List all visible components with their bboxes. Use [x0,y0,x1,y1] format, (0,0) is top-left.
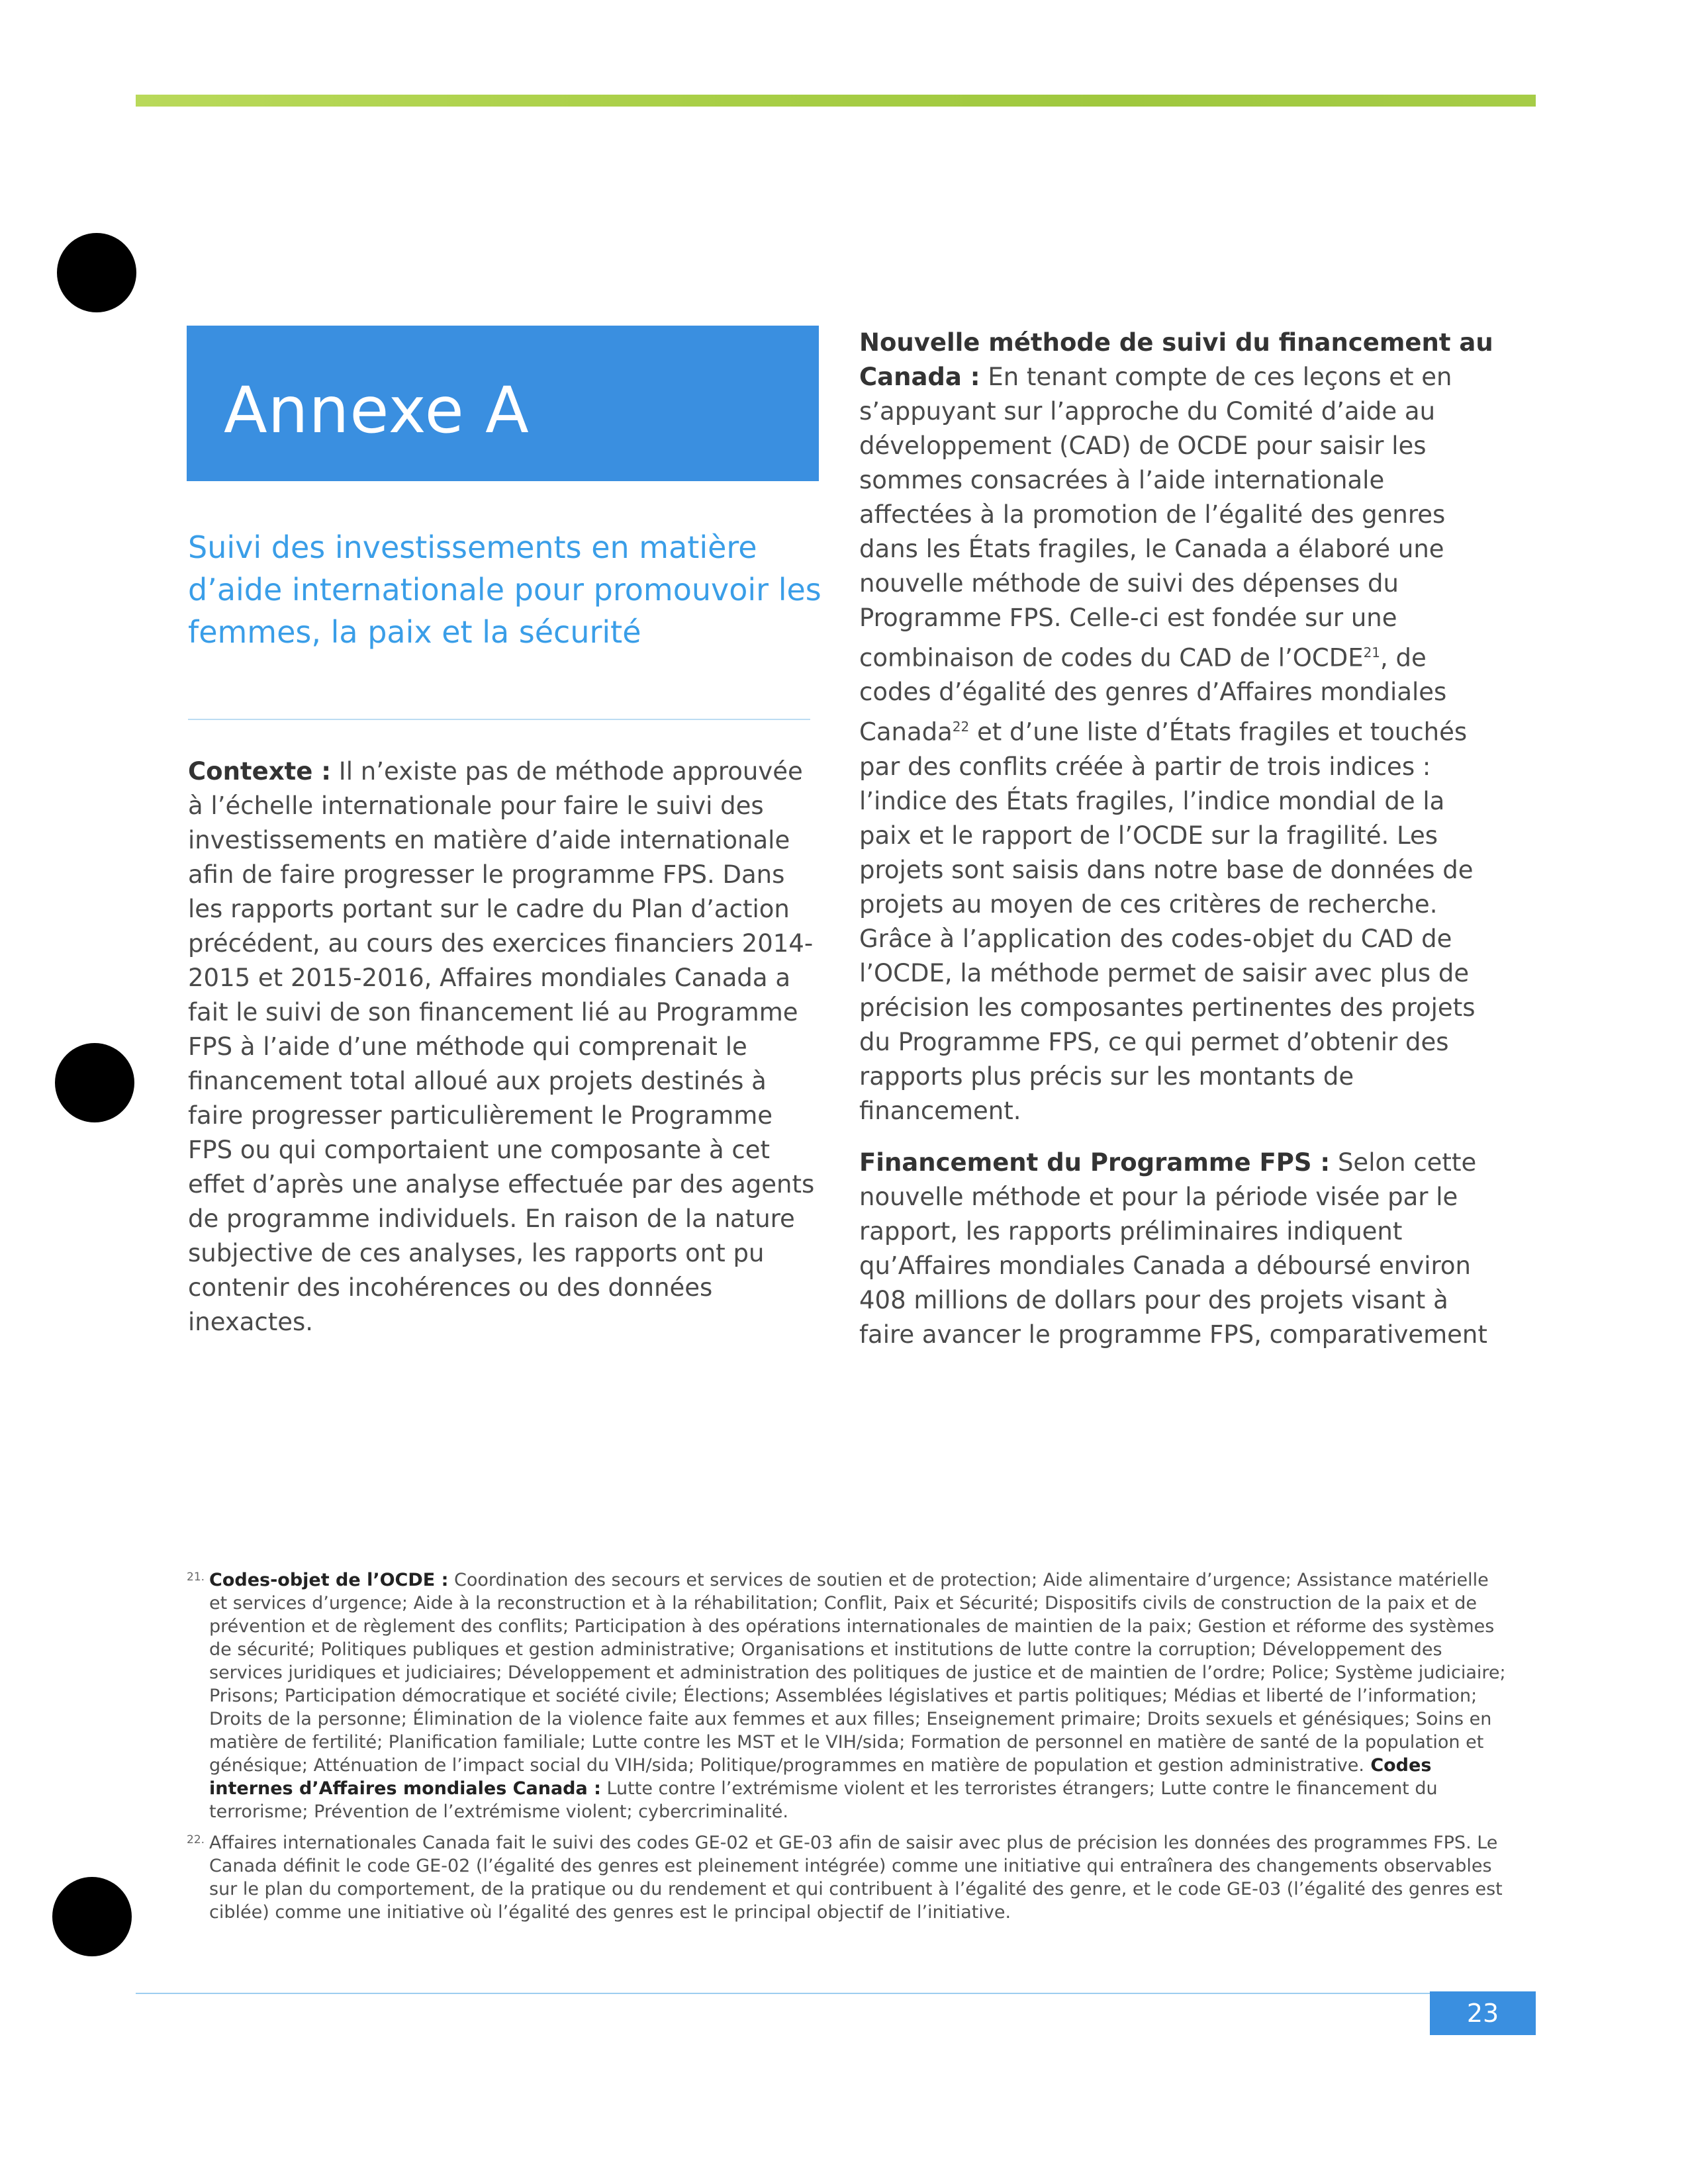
contexte-paragraph [188,754,820,1340]
punch-hole-middle [55,1043,134,1122]
footnote-22-text: Affaires internationales Canada fait le suivi des codes GE-02 et GE-03 afin de saisir avec plus de précision les données des programmes FPS. Le Canada définit le code GE-02 (l’égalité des genres est pleinement intégrée) comme une initiative qui entraînera des changements observables sur le plan du comportement, de la pratique ou du rendement et qui contribuent à l’égalité des genre, et le code GE-03 (l’égalité des genres est ciblée) comme une initiative où l’égalité des genres est le principal objectif de l’initiative. [209,1833,1503,1923]
punch-hole-top [57,233,136,312]
financement-label: Financement du Programme FPS : [859,1148,1331,1177]
nouvelle-methode-paragraph [859,326,1495,1128]
annex-subtitle: Suivi des investissements en matière d’aide internationale pour promouvoir les femmes, la paix et la sécurité [188,529,821,650]
left-column [188,754,820,1357]
contexte-label: Contexte : [188,757,332,786]
footer-rule [136,1993,1479,1994]
footnote-22-number: 22. [187,1833,205,1846]
financement-text: Selon cette nouvelle méthode et pour la période visée par le rapport, les rapports préliminaires indiquent qu’Affaires mondiales Canada a déboursé environ 408 millions de dollars pour des projets visant à faire avancer le programme FPS, comparativement [859,1148,1487,1349]
footnotes-section [187,1569,1511,1932]
nouvelle-methode-text-3: et d’une liste d’États fragiles et touchés par des conflits créée à partir de trois indices : l’indice des États fragiles, l’indice mondial de la paix et le rapport de l’OCDE sur la fragilité. Les projets sont saisis dans notre base de données de projets au moyen de ces critères de recherche. Grâce à l’application des codes-objet du CAD de l’OCDE, la méthode permet de saisir avec plus de précision les composantes pertinentes des projets du Programme FPS, ce qui permet d’obtenir des rapports plus précis sur les montants de financement. [859,717,1476,1125]
footnote-21-label: Codes-objet de l’OCDE : [209,1570,449,1590]
annex-title-box [187,326,819,481]
annex-title: Annexe A [224,373,530,447]
nouvelle-methode-text-2: , de codes d’égalité des genres d’Affaires mondiales Canada [859,643,1447,747]
header-accent-bar [136,95,1536,107]
right-column [859,326,1495,1369]
footnote-22 [187,1831,1511,1924]
footnote-21-number: 21. [187,1570,205,1584]
contexte-text: Il n’existe pas de méthode approuvée à l’échelle internationale pour faire le suivi des investissements en matière d’aide internationale afin de faire progresser le programme FPS. Dans les rapports portant sur le cadre du Plan d’action précédent, au cours des exercices financiers 2014-2015 et 2015-2016, Affaires mondiales Canada a fait le suivi de son financement lié au Programme FPS à l’aide d’une méthode qui comprenait le financement total alloué aux projets destinés à faire progresser particulièrement le Programme FPS ou qui comportaient une composante à cet effet d’après une analyse effectuée par des agents de programme individuels. En raison de la nature subjective de ces analyses, les rapports ont pu contenir des incohérences ou des données inexactes. [188,757,815,1336]
page-number: 23 [1430,1991,1536,2035]
footnote-21-text: Coordination des secours et services de soutien et de protection; Aide alimentaire d’urgence; Assistance matérielle et services d’urgence; Aide à la reconstruction et à la réhabilitation; Conflit, Paix et Sécurité; Dispositifs civils de construction de la paix et de prévention et de règlement des conflits; Participation à des opérations internationales de maintien de la paix; Gestion et réforme des systèmes de sécurité; Politiques publiques et gestion administrative; Organisations et institutions de lutte contre la corruption; Développement des services juridiques et judiciaires; Développement et administration des politiques de justice et de maintien de l’ordre; Police; Système judiciaire; Prisons; Participation démocratique et société civile; Élections; Assemblées législatives et partis politiques; Médias et liberté de l’information; Droits de la personne; Élimination de la violence faite aux femmes et aux filles; Enseignement primaire; Droits sexuels et génésiques; Soins en matière de fertilité; Planification familiale; Lutte contre les MST et le VIH/sida; Formation de personnel en matière de santé de la population et génésique; Atténuation de l’impact social du VIH/sida; Politique/programmes en matière de population et gestion administrative. [209,1570,1506,1776]
footnote-21-text-2: Lutte contre l’extrémisme violent et les terroristes étrangers; Lutte contre le financement du terrorisme; Prévention de l’extrémisme violent; cybercriminalité. [209,1778,1438,1822]
footnote-21-label-2: Codes internes d’Affaires mondiales Canada : [209,1755,1432,1799]
footnote-ref-22: 22 [952,719,970,735]
nouvelle-methode-text-1: En tenant compte de ces leçons et en s’appuyant sur l’approche du Comité d’aide au développement (CAD) de OCDE pour saisir les sommes consacrées à l’aide internationale affectées à la promotion de l’égalité des genres dans les États fragiles, le Canada a élaboré une nouvelle méthode de suivi des dépenses du Programme FPS. Celle-ci est fondée sur une combinaison de codes du CAD de l’OCDE [859,363,1452,672]
punch-hole-bottom [52,1877,132,1956]
subtitle-divider [188,719,810,720]
financement-paragraph [859,1146,1495,1352]
nouvelle-methode-label: Nouvelle méthode de suivi du financement au Canada : [859,328,1493,391]
footnote-ref-21: 21 [1363,645,1381,660]
footnote-21 [187,1569,1511,1823]
